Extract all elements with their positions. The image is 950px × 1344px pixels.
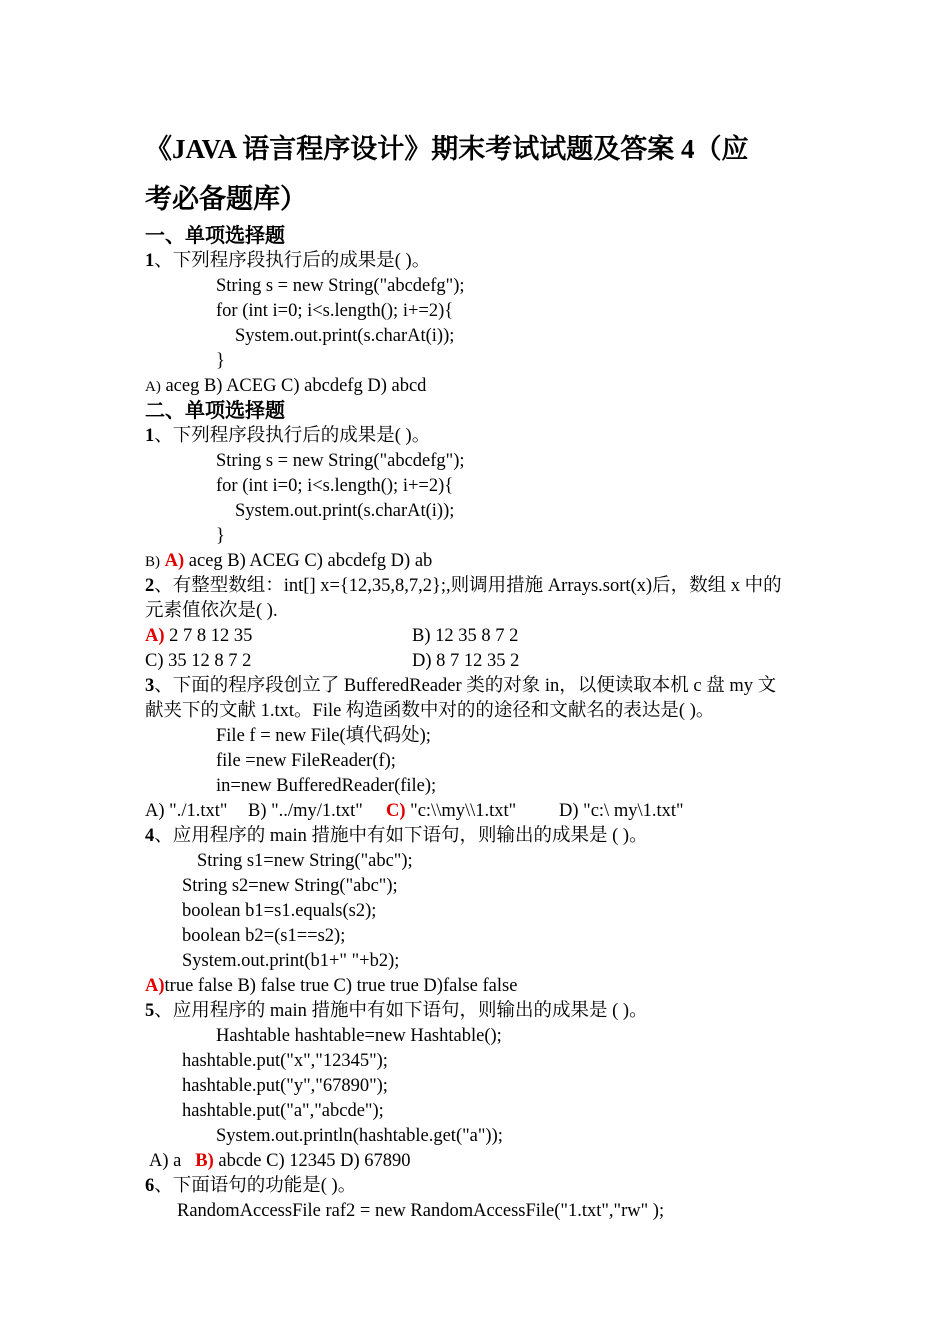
options-text: abcde C) 12345 D) 67890 xyxy=(218,1151,411,1171)
s2-q5-options xyxy=(149,1149,411,1174)
code-line: System.out.println(hashtable.get("a")); xyxy=(216,1126,503,1146)
s2-q2-option-c: C) 35 12 8 7 2 xyxy=(145,651,252,671)
question-text: 、有整型数组：int[] x={12,35,8,7,2};,则调用措施 Arrays.sort(x)后，数组 x 中的 xyxy=(154,576,782,596)
s2-q3-option-d: D) "c:\ my\1.txt" xyxy=(559,801,684,821)
options-text: true false B) false true C) true true D)false false xyxy=(164,976,518,996)
code-line: String s1=new String("abc"); xyxy=(197,851,413,871)
section2-heading: 二、单项选择题 xyxy=(145,400,285,422)
s2-q2-stem-line1 xyxy=(145,574,782,599)
s2-q1-stem xyxy=(145,424,430,449)
option-text: A) a xyxy=(149,1151,182,1171)
code-line: System.out.print(s.charAt(i)); xyxy=(235,326,455,346)
code-line: File f = new File(填代码处); xyxy=(216,726,431,746)
section1-heading: 一、单项选择题 xyxy=(145,225,285,247)
code-line: String s2=new String("abc"); xyxy=(182,876,398,896)
code-line: hashtable.put("y","67890"); xyxy=(182,1076,388,1096)
option-text: "c:\\my\\1.txt" xyxy=(410,801,517,821)
code-line: file =new FileReader(f); xyxy=(216,751,396,771)
question-number: 5 xyxy=(145,1001,155,1021)
answer-marker: C) xyxy=(386,801,406,821)
code-line: for (int i=0; i<s.length(); i+=2){ xyxy=(216,476,454,496)
s2-q3-option-a: A) "./1.txt" xyxy=(145,801,228,821)
code-line: System.out.print(s.charAt(i)); xyxy=(235,501,455,521)
question-number: 1 xyxy=(145,251,155,271)
code-line: boolean b2=(s1==s2); xyxy=(182,926,346,946)
code-line: System.out.print(b1+" "+b2); xyxy=(182,951,400,971)
code-line: hashtable.put("x","12345"); xyxy=(182,1051,388,1071)
s1-q1-options xyxy=(145,374,426,400)
question-number: 6 xyxy=(145,1176,155,1196)
code-line: in=new BufferedReader(file); xyxy=(216,776,437,796)
question-text: 、应用程序的 main 措施中有如下语句，则输出的成果是 ( )。 xyxy=(154,826,648,846)
option-prefix: A) xyxy=(145,379,161,395)
s2-q3-option-b: B) "../my/1.txt" xyxy=(248,801,363,821)
question-text: 、下列程序段执行后的成果是( )。 xyxy=(154,426,431,446)
option-text: 2 7 8 12 35 xyxy=(169,626,253,646)
s2-q6-stem xyxy=(145,1174,356,1199)
question-number: 4 xyxy=(145,826,155,846)
question-text: 、下列程序段执行后的成果是( )。 xyxy=(154,251,431,271)
question-text: 、下面语句的功能是( )。 xyxy=(154,1176,357,1196)
question-text: 、下面的程序段创立了 BufferedReader 类的对象 in，以便读取本机 c 盘 my 文 xyxy=(154,676,777,696)
question-number: 2 xyxy=(145,576,155,596)
code-line: boolean b1=s1.equals(s2); xyxy=(182,901,377,921)
s2-q4-stem xyxy=(145,824,648,849)
s2-q2-option-b: B) 12 35 8 7 2 xyxy=(412,626,519,646)
s2-q1-options xyxy=(145,549,432,575)
code-line: } xyxy=(216,526,225,546)
s2-q3-option-c xyxy=(386,799,516,824)
code-line: Hashtable hashtable=new Hashtable(); xyxy=(216,1026,502,1046)
option-prefix: B) xyxy=(145,554,160,570)
s2-q4-options xyxy=(145,974,517,999)
options-text: aceg B) ACEG C) abcdefg D) ab xyxy=(188,551,433,571)
answer-marker: A) xyxy=(164,551,185,571)
document-title-line2: 考必备题库） xyxy=(145,184,307,214)
document-title-line1: 《JAVA 语言程序设计》期末考试试题及答案 4（应 xyxy=(145,134,749,164)
question-number: 1 xyxy=(145,426,155,446)
code-line: hashtable.put("a","abcde"); xyxy=(182,1101,384,1121)
question-number: 3 xyxy=(145,676,155,696)
question-text: 、应用程序的 main 措施中有如下语句，则输出的成果是 ( )。 xyxy=(154,1001,648,1021)
s2-q3-stem-line2: 献夹下的文献 1.txt。File 构造函数中对的的途径和文献名的表达是( )。 xyxy=(145,701,715,721)
s1-q1-stem xyxy=(145,249,430,274)
code-line: } xyxy=(216,351,225,371)
s2-q2-option-d: D) 8 7 12 35 2 xyxy=(412,651,520,671)
answer-marker: A) xyxy=(145,626,165,646)
options-text: aceg B) ACEG C) abcdefg D) abcd xyxy=(165,376,427,396)
s2-q3-stem-line1 xyxy=(145,674,776,699)
s2-q2-option-a xyxy=(145,624,252,649)
code-line: for (int i=0; i<s.length(); i+=2){ xyxy=(216,301,454,321)
code-line: RandomAccessFile raf2 = new RandomAccessFile("1.txt","rw" ); xyxy=(177,1201,665,1221)
answer-marker: B) xyxy=(195,1151,214,1171)
s2-q2-stem-line2: 元素值依次是( ). xyxy=(145,601,278,621)
code-line: String s = new String("abcdefg"); xyxy=(216,276,465,296)
s2-q5-stem xyxy=(145,999,648,1024)
answer-marker: A) xyxy=(145,976,165,996)
code-line: String s = new String("abcdefg"); xyxy=(216,451,465,471)
